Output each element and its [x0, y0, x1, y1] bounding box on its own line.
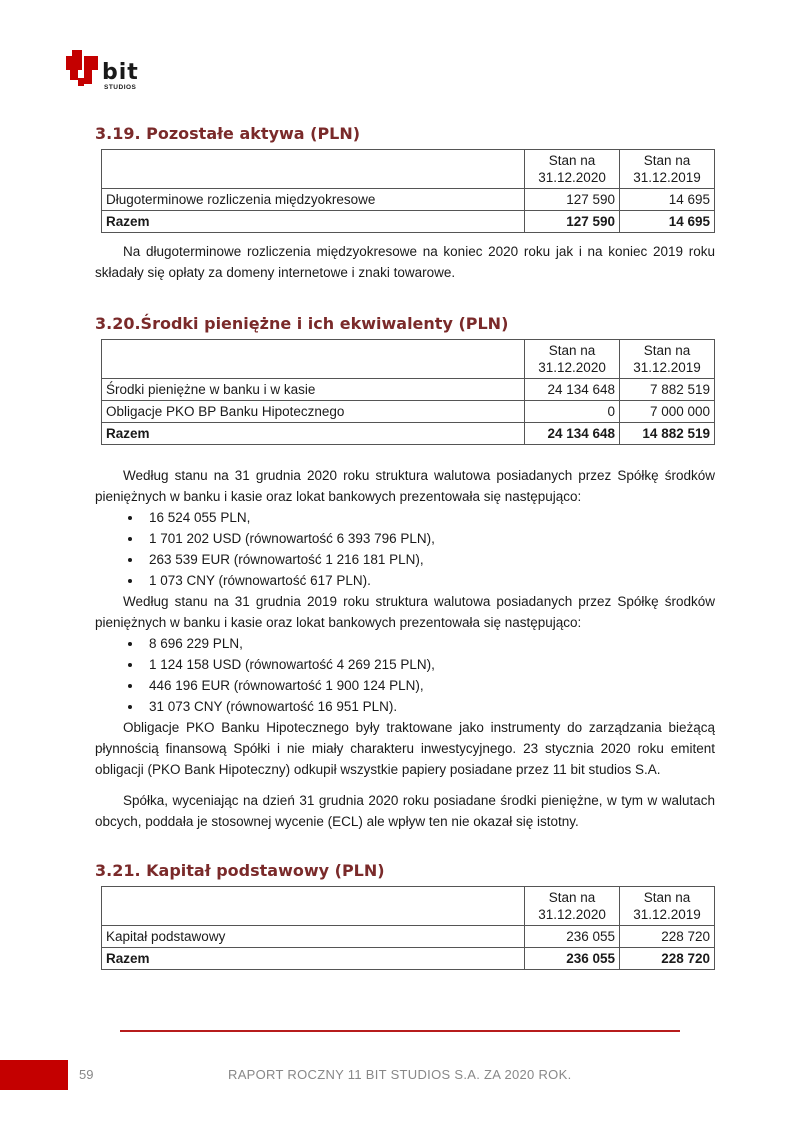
cash-table: [101, 339, 715, 445]
page-number: 59: [79, 1067, 94, 1082]
section-3-21: [95, 861, 715, 970]
col-header-2019-top: Stan na: [620, 150, 715, 170]
row-value-2020: 127 590: [525, 189, 620, 211]
footer-divider: [120, 1030, 680, 1032]
list-item: • 1 073 CNY (równowartość 617 PLN).: [143, 570, 715, 591]
structure-2020-paragraph: Według stanu na 31 grudnia 2020 roku struktura walutowa posiadanych przez Spółkę środków pieniężnych w banku i kasie oraz lokat bankowych prezentowała się następująco:: [95, 468, 715, 504]
structure-2019-paragraph: Według stanu na 31 grudnia 2019 roku struktura walutowa posiadanych przez Spółkę środków pieniężnych w banku i kasie oraz lokat bankowych prezentowała się następująco:: [95, 594, 715, 630]
total-label: Razem: [102, 423, 525, 445]
list-item: • 31 073 CNY (równowartość 16 951 PLN).: [143, 696, 715, 717]
list-item: • 263 539 EUR (równowartość 1 216 181 PLN),: [143, 549, 715, 570]
table-row: [102, 926, 715, 948]
total-row: [102, 211, 715, 233]
total-label: Razem: [102, 211, 525, 233]
section-note: Na długoterminowe rozliczenia międzyokresowe na koniec 2020 roku jak i na koniec 2019 roku składały się opłaty za domeny internetowe i znaki towarowe.: [95, 244, 715, 280]
col-header-2020-top: Stan na: [525, 887, 620, 907]
row-label: Obligacje PKO BP Banku Hipotecznego: [102, 401, 525, 423]
total-value-2020: 236 055: [525, 948, 620, 970]
row-value-2019: 14 695: [620, 189, 715, 211]
row-label: Długoterminowe rozliczenia międzyokresowe: [102, 189, 525, 211]
currency-list-2019: [95, 633, 715, 717]
share-capital-table: [101, 886, 715, 970]
logo-subtext: STUDIOS: [104, 84, 137, 91]
total-row: [102, 948, 715, 970]
bonds-paragraph: Obligacje PKO Banku Hipotecznego były traktowane jako instrumenty do zarządzania bieżącą płynnością finansową Spółki i nie miały charakteru inwestycyjnego. 23 stycznia 2020 roku emitent obligacji (PKO Bank Hipoteczny) odkupił wszystkie papiery posiadane przez 11 bit studios S.A.: [95, 720, 715, 777]
row-value-2020: 24 134 648: [525, 379, 620, 401]
col-header-2020-top: Stan na: [525, 340, 620, 360]
col-header-2020-date: 31.12.2020: [525, 906, 620, 926]
col-header-2019-top: Stan na: [620, 887, 715, 907]
col-header-2019-date: 31.12.2019: [620, 169, 715, 189]
table-row: [102, 189, 715, 211]
currency-list-2020: [95, 507, 715, 591]
col-header-2020-date: 31.12.2020: [525, 169, 620, 189]
list-item: • 1 124 158 USD (równowartość 4 269 215 PLN),: [143, 654, 715, 675]
table-header-blank: [102, 340, 525, 379]
row-value-2019: 7 882 519: [620, 379, 715, 401]
company-logo: [66, 50, 156, 94]
row-label: Środki pieniężne w banku i w kasie: [102, 379, 525, 401]
total-label: Razem: [102, 948, 525, 970]
list-item: • 1 701 202 USD (równowartość 6 393 796 PLN),: [143, 528, 715, 549]
table-row: [102, 379, 715, 401]
col-header-2020-top: Stan na: [525, 150, 620, 170]
list-item: • 8 696 229 PLN,: [143, 633, 715, 654]
list-item: • 446 196 EUR (równowartość 1 900 124 PLN),: [143, 675, 715, 696]
section-title: 3.21. Kapitał podstawowy (PLN): [95, 861, 385, 880]
col-header-2019-date: 31.12.2019: [620, 906, 715, 926]
logo-text: bit: [102, 60, 139, 85]
footer-accent-block: [0, 1060, 68, 1090]
total-value-2020: 127 590: [525, 211, 620, 233]
table-header-blank: [102, 150, 525, 189]
total-value-2020: 24 134 648: [525, 423, 620, 445]
section-3-19: [95, 124, 715, 283]
ecl-paragraph: Spółka, wyceniając na dzień 31 grudnia 2020 roku posiadane środki pieniężne, w tym w walutach obcych, poddała je stosownej wycenie (ECL) ale wpływ ten nie okazał się istotny.: [95, 793, 715, 829]
total-value-2019: 14 882 519: [620, 423, 715, 445]
col-header-2019-top: Stan na: [620, 340, 715, 360]
total-value-2019: 14 695: [620, 211, 715, 233]
other-assets-table: [101, 149, 715, 233]
row-value-2019: 7 000 000: [620, 401, 715, 423]
total-row: [102, 423, 715, 445]
row-value-2019: 228 720: [620, 926, 715, 948]
list-item: • 16 524 055 PLN,: [143, 507, 715, 528]
col-header-2020-date: 31.12.2020: [525, 359, 620, 379]
col-header-2019-date: 31.12.2019: [620, 359, 715, 379]
footer-report-title: RAPORT ROCZNY 11 BIT STUDIOS S.A. ZA 2020 ROK.: [228, 1067, 572, 1082]
logo-mark-icon: [66, 50, 102, 90]
row-label: Kapitał podstawowy: [102, 926, 525, 948]
table-header-blank: [102, 887, 525, 926]
row-value-2020: 0: [525, 401, 620, 423]
table-row: [102, 401, 715, 423]
section-3-20: [95, 314, 715, 832]
section-title: 3.20.Środki pieniężne i ich ekwiwalenty (PLN): [95, 314, 509, 333]
section-title: 3.19. Pozostałe aktywa (PLN): [95, 124, 361, 143]
total-value-2019: 228 720: [620, 948, 715, 970]
row-value-2020: 236 055: [525, 926, 620, 948]
